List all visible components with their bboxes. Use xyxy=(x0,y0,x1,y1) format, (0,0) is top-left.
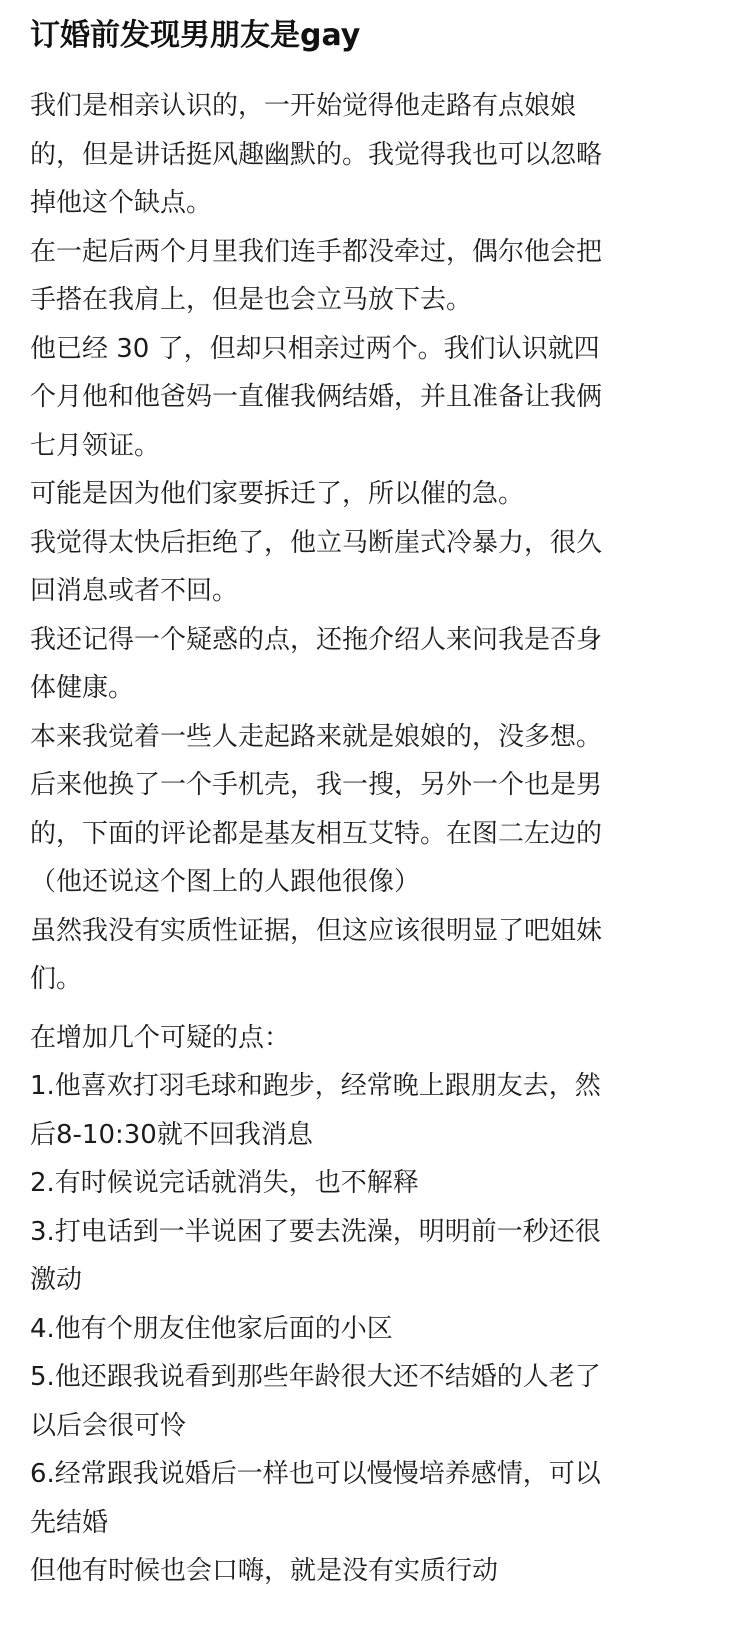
post-body xyxy=(30,82,730,1596)
post-line: 先结婚 xyxy=(30,1507,109,1538)
post-title: 订婚前发现男朋友是gay xyxy=(30,18,361,53)
post-line: 我还记得一个疑惑的点，还拖介绍人来问我是否身 xyxy=(30,624,603,655)
post-line: 1.他喜欢打羽毛球和跑步，经常晚上跟朋友去，然 xyxy=(30,1071,601,1101)
post-line: 的，下面的评论都是基友相互艾特。在图二左边的 xyxy=(30,818,603,849)
paragraph-gap xyxy=(30,1004,730,1014)
post-line: 后8-10:30就不回我消息 xyxy=(30,1119,313,1150)
post-line: 2.有时候说完话就消失，也不解释 xyxy=(30,1168,419,1198)
post-line: 可能是因为他们家要拆迁了，所以催的急。 xyxy=(30,479,525,509)
post-line: 虽然我没有实质性证据，但这应该很明显了吧姐妹 xyxy=(30,915,603,946)
post-line: 本来我觉着一些人走起路来就是娘娘的，没多想。 xyxy=(30,721,603,752)
post-line: 个月他和他爸妈一直催我俩结婚，并且准备让我俩 xyxy=(30,382,603,412)
post-line: 七月领证。 xyxy=(30,430,161,461)
post-line: 掉他这个缺点。 xyxy=(30,188,213,218)
post-line: 在一起后两个月里我们连手都没牵过，偶尔他会把 xyxy=(30,236,603,267)
post-line: 以后会很可怜 xyxy=(30,1410,187,1441)
post-line: 我们是相亲认识的，一开始觉得他走路有点娘娘 xyxy=(30,91,577,121)
post-line: 激动 xyxy=(30,1265,83,1295)
post-line: 3.打电话到一半说困了要去洗澡，明明前一秒还很 xyxy=(30,1216,601,1247)
post-line: 手搭在我肩上，但是也会立马放下去。 xyxy=(30,285,473,315)
post-line: 5.他还跟我说看到那些年龄很大还不结婚的人老了 xyxy=(30,1362,601,1392)
post-line: 的，但是讲话挺风趣幽默的。我觉得我也可以忽略 xyxy=(30,139,603,170)
post-line: 在增加几个可疑的点： xyxy=(30,1022,291,1053)
post-line: 体健康。 xyxy=(30,673,135,703)
post-line: 我觉得太快后拒绝了，他立马断崖式冷暴力，很久 xyxy=(30,527,603,558)
post-line: 后来他换了一个手机壳，我一搜，另外一个也是男 xyxy=(30,770,603,800)
post-line: 但他有时候也会口嗨，就是没有实质行动 xyxy=(30,1556,499,1586)
post-line: 4.他有个朋友住他家后面的小区 xyxy=(30,1313,393,1344)
post-line: 回消息或者不回。 xyxy=(30,576,239,606)
post-line: 们。 xyxy=(30,964,83,994)
post-line: 6.经常跟我说婚后一样也可以慢慢培养感情，可以 xyxy=(30,1459,601,1489)
post-line: 他已经 30 了，但却只相亲过两个。我们认识就四 xyxy=(30,333,600,364)
text-fade-overlay xyxy=(520,1588,752,1638)
post-line: （他还说这个图上的人跟他很像） xyxy=(30,867,421,897)
